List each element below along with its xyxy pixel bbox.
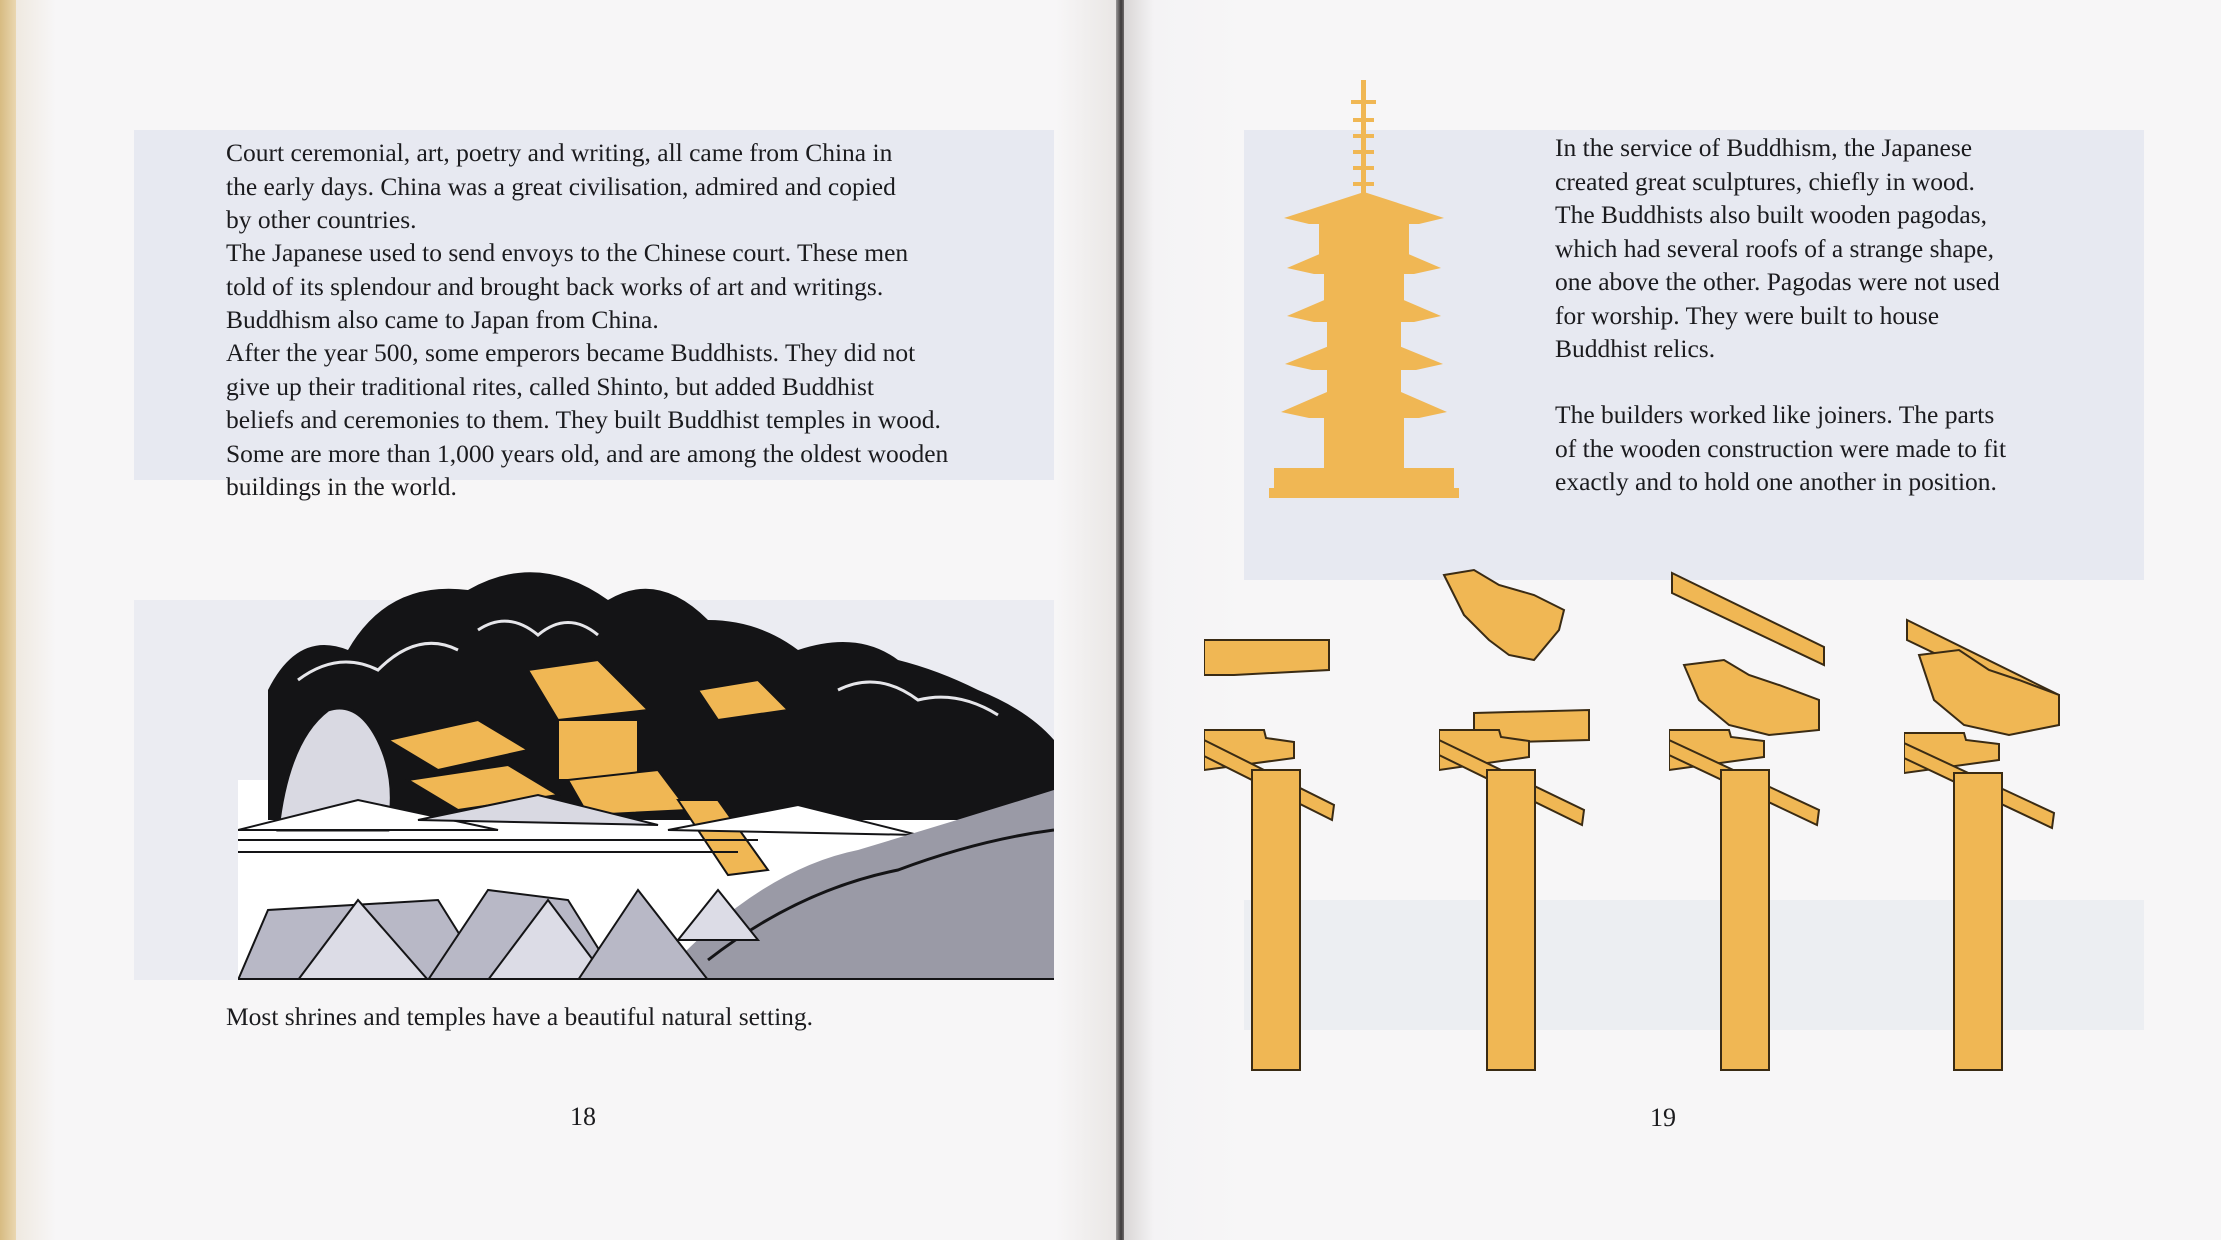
page-number-right: 19 — [1650, 1103, 1676, 1132]
joinery-diagram-step-3 — [1669, 565, 1834, 1080]
joinery-diagram-step-1 — [1204, 630, 1364, 1080]
left-paragraph-3: After the year 500, some emperors became Buddhists. They did not give up their traditional rites, called Shinto, but added Buddhist beliefs and ceremonies to them. They built Buddhist temples in wood. Some are more than 1,000 years old, and are among the oldest wooden buildings in the world. — [226, 338, 949, 501]
right-page — [1124, 0, 2221, 1240]
right-paragraph-2: The builders worked like joiners. The parts of the wooden construction were made to fit exactly and to hold one another in position. — [1555, 400, 2007, 496]
left-paragraph-2: The Japanese used to send envoys to the Chinese court. These men told of its splendour and brought back works of art and writings. Buddhism also came to Japan from China. — [226, 238, 909, 334]
right-paragraph-1: In the service of Buddhism, the Japanese created great sculptures, chiefly in wood. The Buddhists also built wooden pagodas, which had several roofs of a strange shape, one above the other. Pagodas were not used for worship. They were built to house Buddhist relics. — [1555, 133, 2000, 363]
left-paragraph-1: Court ceremonial, art, poetry and writing, all came from China in the early days. China was a great civilisation, admired and copied by other countries. — [226, 138, 896, 234]
pagoda-silhouette — [1269, 80, 1459, 505]
page-number-left: 18 — [570, 1102, 596, 1131]
joinery-diagram-step-2 — [1439, 565, 1599, 1080]
illustration-caption: Most shrines and temples have a beautiful natural setting. — [226, 1002, 814, 1031]
temple-landscape-illustration — [238, 540, 1054, 980]
left-page — [16, 0, 1119, 1240]
joinery-diagram-step-4 — [1904, 615, 2069, 1080]
book-edge — [0, 0, 16, 1240]
